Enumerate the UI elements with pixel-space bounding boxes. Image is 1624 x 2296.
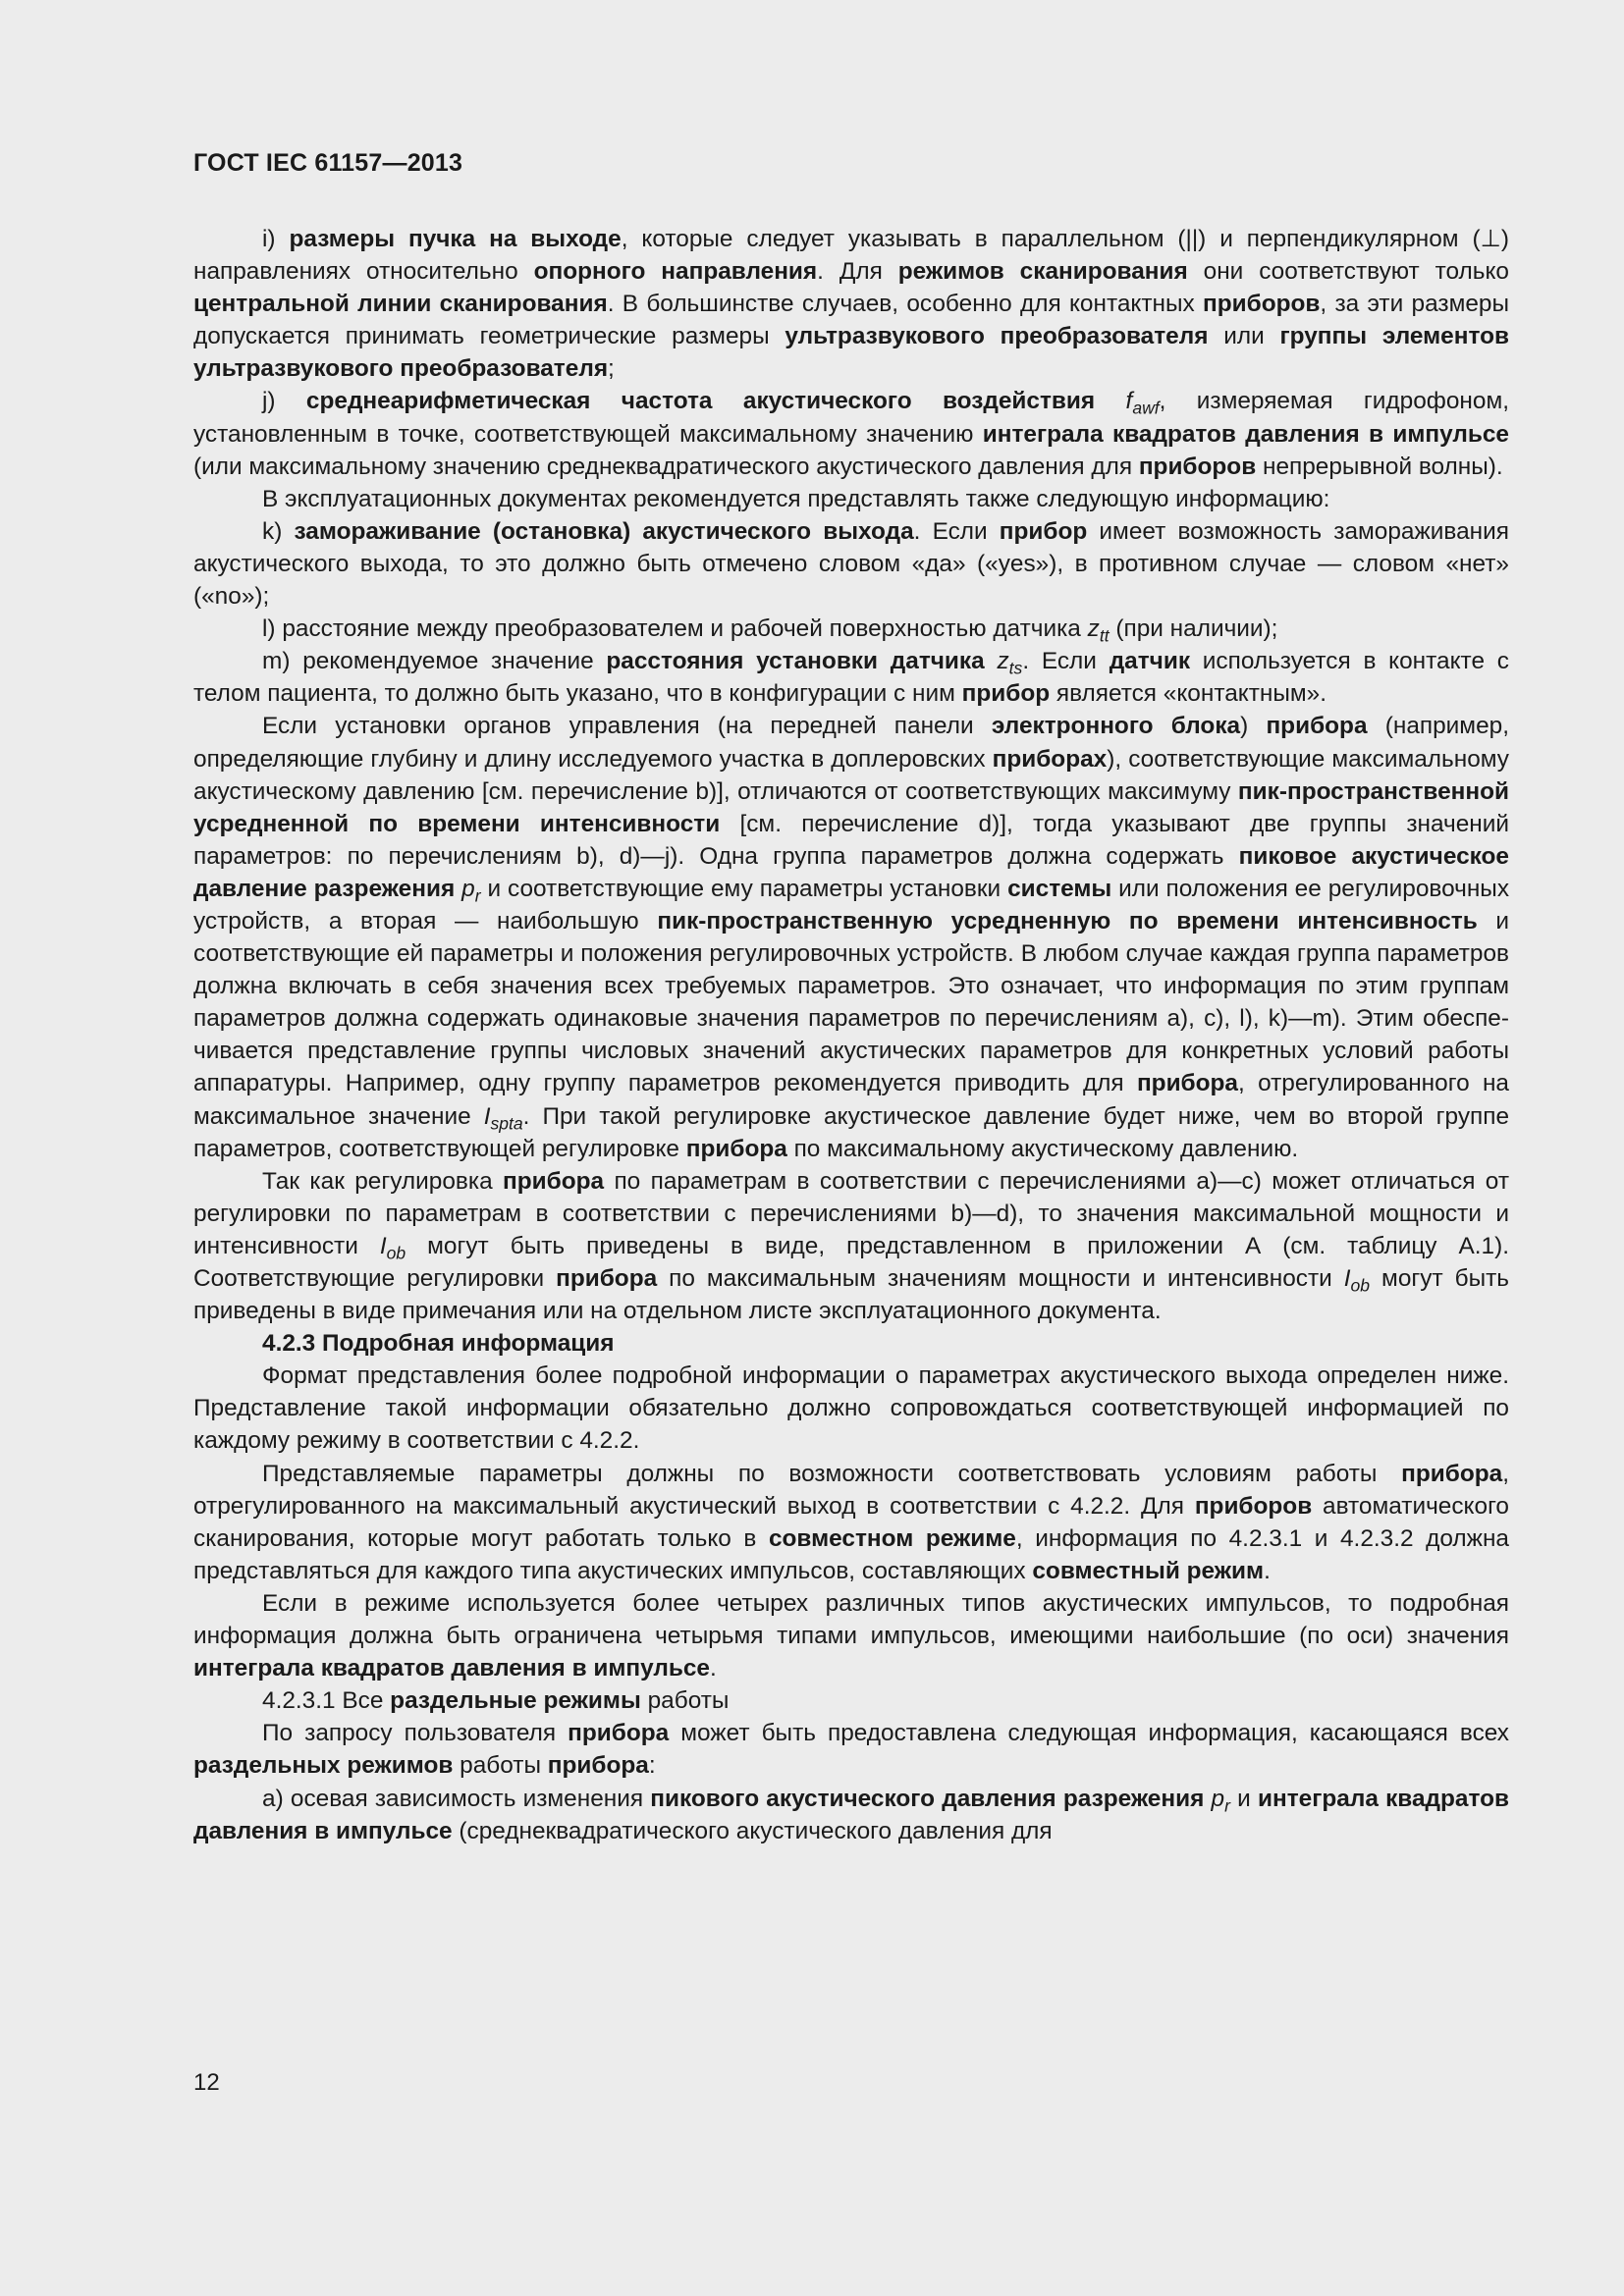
paragraph: l) расстояние между преобразователем и рабочей поверхностью датчика $z_{tt}$ (при наличии);: [262, 615, 1278, 646]
document-header: ГОСТ IEC 61157—2013: [193, 149, 463, 177]
paragraph: В эксплуатационных документах рекомендуется представлять также следующую информацию:: [262, 485, 1330, 512]
paragraph: Формат представления более подробной информации о параметрах акустического выхода определен ниже. Представление такой информации обязательно должно сопровождаться соответствующей информацией по каждому режиму в соответствии с 4.2.2.: [193, 1362, 1509, 1455]
paragraph: Так как регулировка прибора по параметрам в соответствии с перечислениями а)—с) может отличаться от регулировки по параметрам в соответствии с перечислениями b)—d), то значения максимальной мощности и интенсивности $I_{ob}$ могут быть приведены в виде, представленном в приложении А (см. таблицу А.1). Соответствующие регулировки прибора по максимальным значениям мощности и интенсивности $I_{ob}$ могут быть приведены в виде примечания или на отдельном листе эксплуатационного документа.: [193, 1167, 1510, 1325]
paragraph: m) рекомендуемое значение расстояния установки датчика $z_{ts}$. Если датчик используется в контакте с телом пациента, то должно быть указано, что в конфигурации с ним прибор является «контактным».: [193, 648, 1509, 708]
paragraph: а) осевая зависимость изменения пикового акустического давления разрежения $p_r$ и интеграла квадратов давления в импульсе (среднеквадратического акустического давления для: [193, 1785, 1510, 1844]
paragraph: По запросу пользователя прибора может быть предоставлена следующая информация, касающаяся всех раздельных режимов работы прибора:: [193, 1720, 1509, 1780]
paragraph: j) среднеарифметическая частота акустического воздействия $f_{awf}$, измеряемая гидрофоном, установленным в точке, соответствующей максимальному значению интеграла квадратов давления в импульсе (или максимальному значению среднеквадратического акустического давления для приборов непрерывной волны).: [193, 388, 1509, 480]
paragraph: i) размеры пучка на выходе, которые следует указывать в параллельном (||) и перпендикулярном (⊥) направлениях относительно опорного направления. Для режимов сканирования они соответствуют только центральной линии сканирования. В большинстве случаев, особенно для контактных приборов, за эти размеры допускается принимать геометрические размеры ультразвукового преобразователя или группы элементов ультразвукового преобразователя;: [193, 226, 1509, 383]
paragraph: Если в режиме используется более четырех различных типов акустических импульсов, то подробная информация должна быть ограничена четырьмя типами импульсов, имеющими наибольшие (по оси) значения интеграла квадратов давления в импульсе.: [193, 1589, 1509, 1682]
paragraph: k) замораживание (остановка) акустического выхода. Если прибор имеет возможность замораживания акустического выхода, то это должно быть отмечено словом «да» («yes»), в противном случае — словом «нет» («no»);: [193, 517, 1509, 611]
paragraph: Представляемые параметры должны по возможности соответствовать условиям работы прибора, отрегулированного на максимальный акустический выход в соответствии с 4.2.2. Для приборов автоматического сканирования, которые могут работать только в совместном режиме, информация по 4.2.3.1 и 4.2.3.2 должна представляться для каждого типа акустических импульсов, составляющих совместный режим.: [193, 1460, 1509, 1584]
paragraph: 4.2.3.1 Все раздельные режимы работы: [262, 1687, 730, 1715]
page-number: 12: [193, 2069, 220, 2096]
document-body: [193, 223, 1509, 1847]
section-heading: 4.2.3 Подробная информация: [262, 1330, 615, 1358]
paragraph: Если установки органов управления (на передней панели электронного блока) прибора (например, определяющие глубину и длину исследуемого участка в доплеровских приборах), соответствующие максимальному акустическому давлению [см. перечисление b)], отличаются от соответствующих максимуму пик-пространственной усредненной по времени интенсивности [см. перечисление d)], тогда указывают две группы значений параметров: по перечислениям b), d)—j). Одна группа параметров должна содержать пиковое акустическое давление разрежения $p_r$ и соответствующие ему параметры установки системы или положения ее регулировочных устройств, а вторая — наибольшую пик-пространственную усредненную по времени интенсивность и соответствующие ей параметры и положения регулировочных устройств. В любом случае каждая группа параметров должна включать в себя значения всех требуемых параметров. Это означает, что информация по этим группам параметров должна содержать одинаковые значения параметров по перечислениям а), с), l), k)—m). Этим обеспечивается представление группы числовых значений акустических параметров для конкретных условий работы аппаратуры. Например, одну группу параметров рекомендуется приводить для прибора, отрегулированного на максимальное значение $I_{spta}$. При такой регулировке акустическое давление будет ниже, чем во второй группе параметров, соответствующей регулировке прибора по максимальному акустическому давлению.: [193, 713, 1510, 1162]
